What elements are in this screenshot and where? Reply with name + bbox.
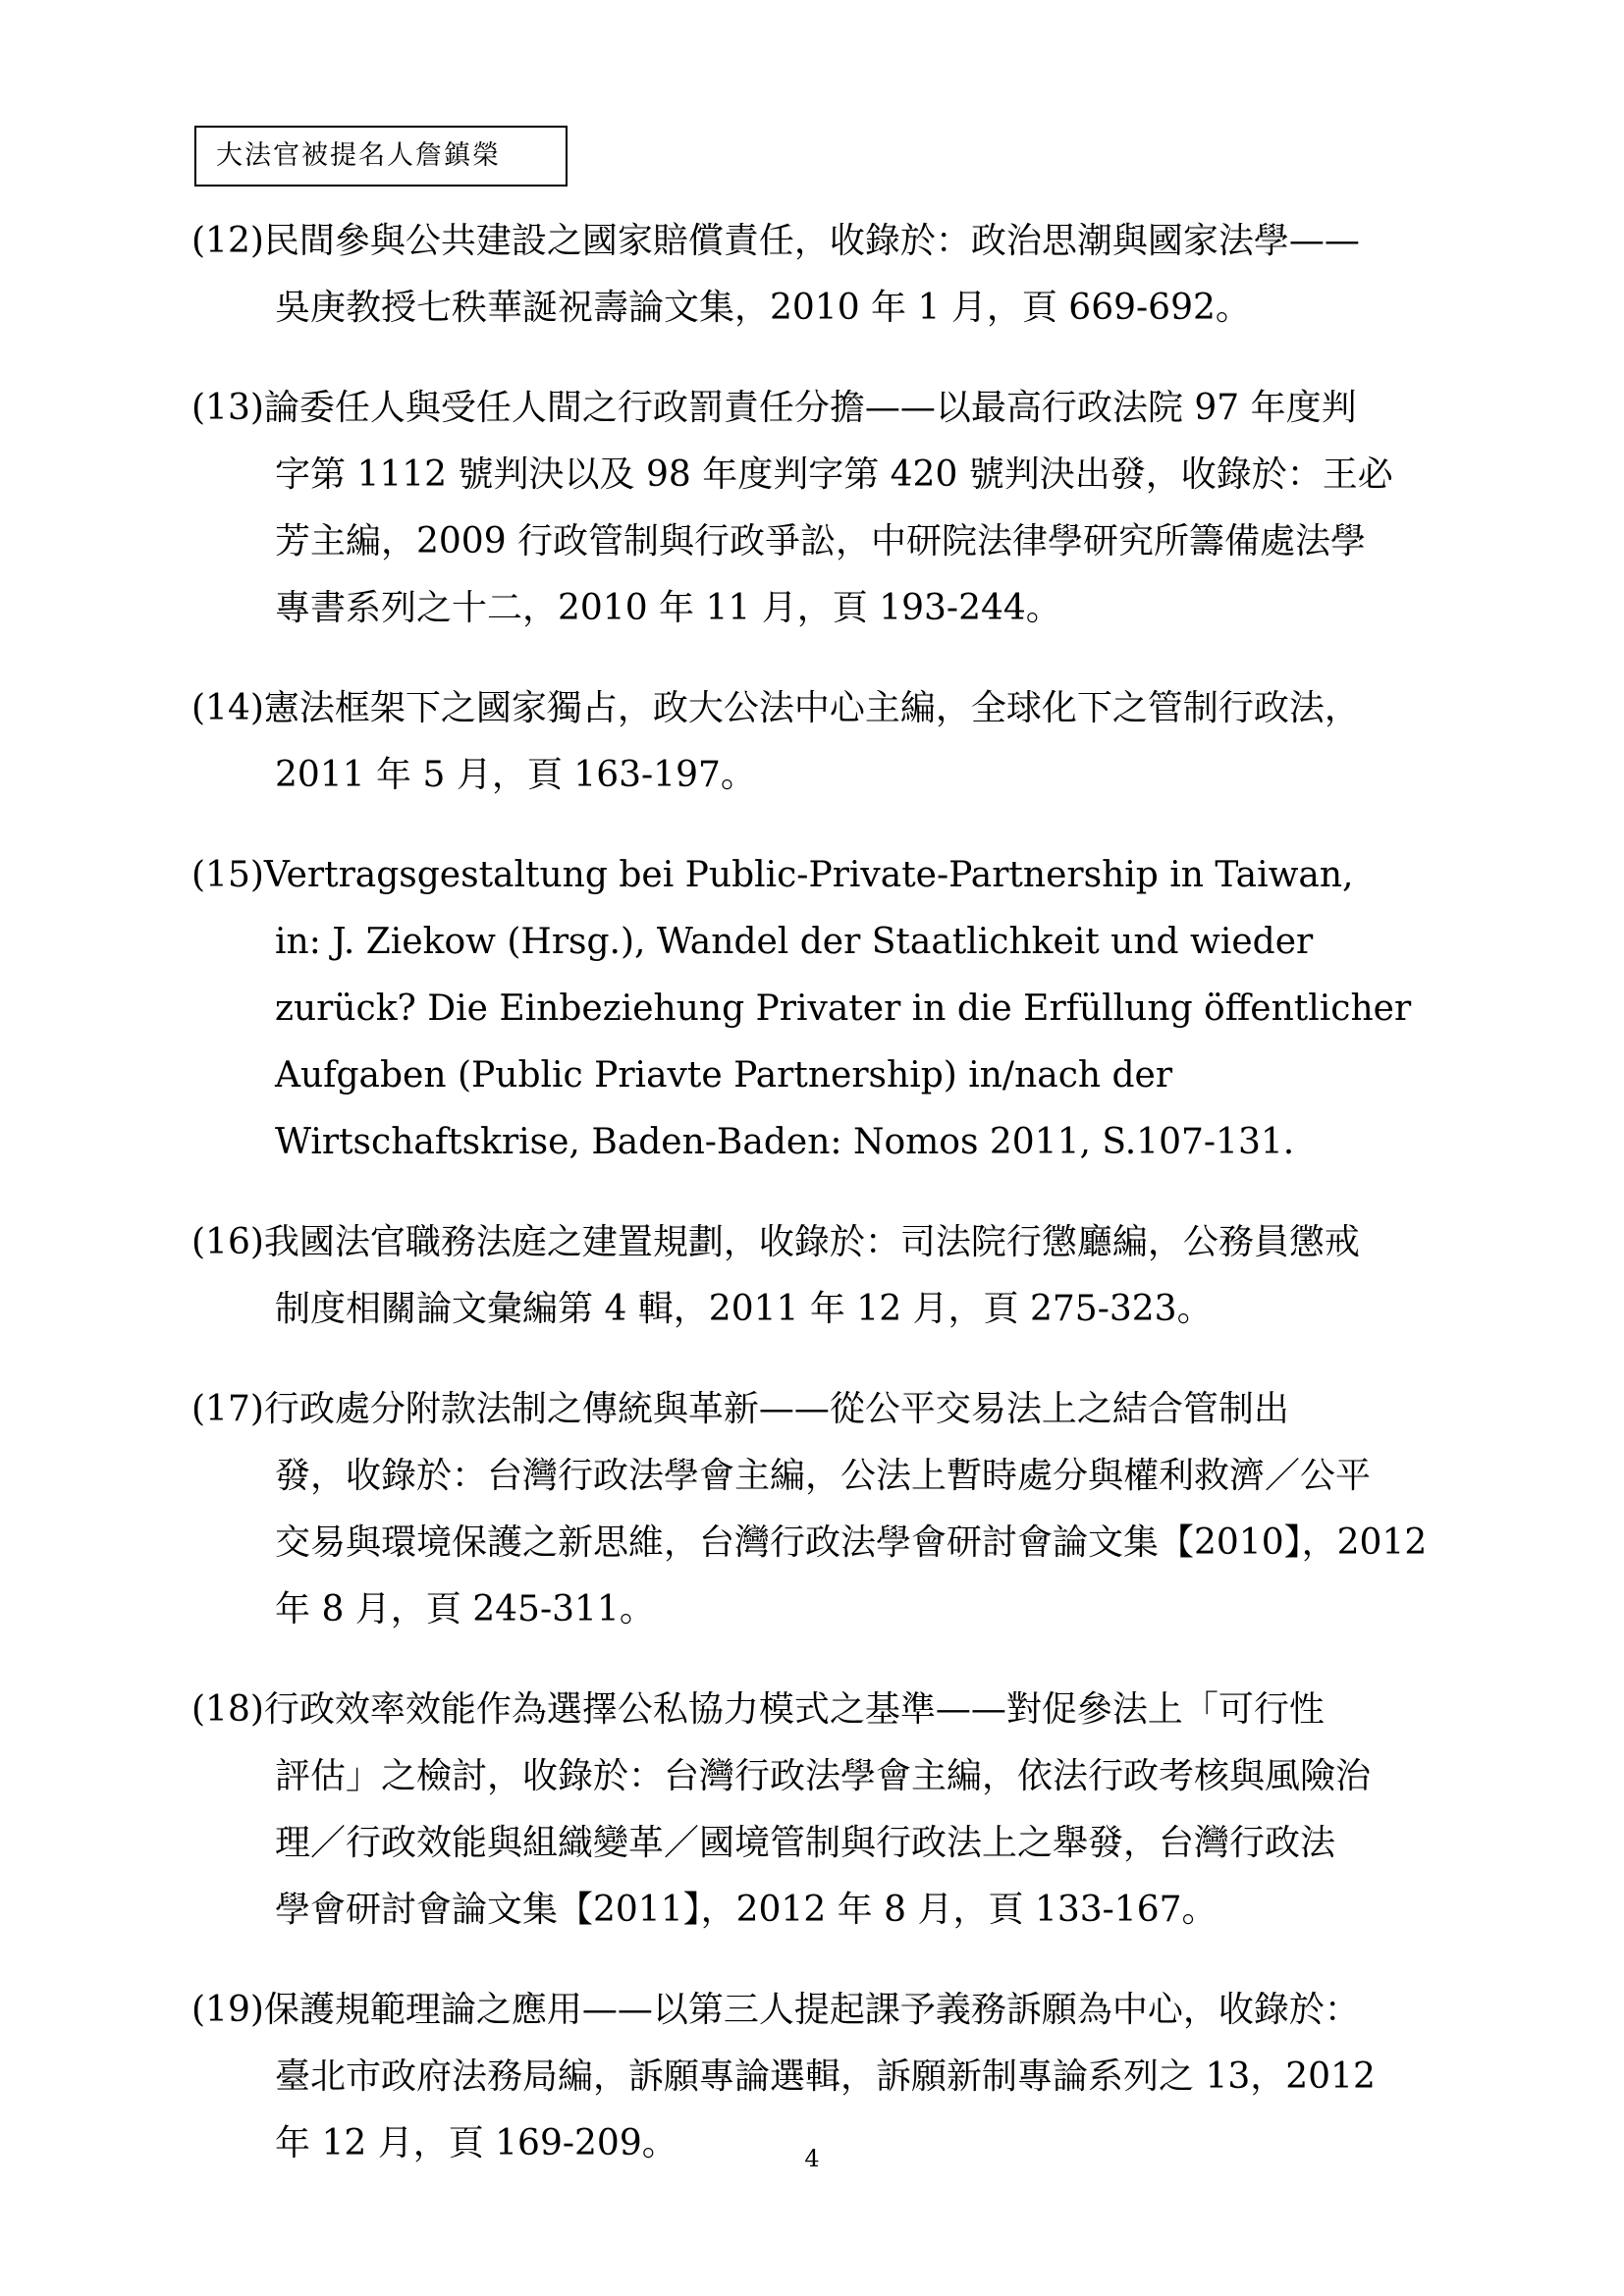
reference-item [191,1209,1443,1343]
reference-line: 專書系列之十二，2010 年 11 月，頁 193-244。 [275,588,1061,628]
reference-item [191,1677,1443,1944]
reference-line: Aufgaben (Public Priavte Partnership) in/nach der [275,1055,1173,1095]
nominee-header-label: 大法官被提名人詹鎮榮 [216,140,501,171]
reference-line: (18)行政效率效能作為選擇公私協力模式之基準——對促參法上「可行性 [191,1689,1325,1730]
reference-item [191,375,1443,642]
reference-line: zurück? Die Einbeziehung Privater in die Erfüllung öffentlicher [275,988,1412,1029]
reference-line: 年 8 月，頁 245-311。 [275,1589,655,1629]
reference-line: (14)憲法框架下之國家獨占，政大公法中心主編，全球化下之管制行政法， [191,688,1360,728]
reference-item [191,1376,1443,1643]
reference-line: 年 12 月，頁 169-209。 [275,2123,677,2163]
reference-line: (16)我國法官職務法庭之建置規劃，收錄於：司法院行懲廳編，公務員懲戒 [191,1222,1360,1262]
reference-line: 臺北市政府法務局編，訴願專論選輯，訴願新制專論系列之 13，2012 [275,2056,1376,2097]
reference-line: (15)Vertragsgestaltung bei Public-Private-Partnership in Taiwan, [191,855,1354,895]
nominee-header-box [194,126,568,187]
reference-line: Wirtschaftskrise, Baden-Baden: Nomos 2011, S.107-131. [275,1122,1295,1162]
reference-line: 學會研討會論文集【2011】，2012 年 8 月，頁 133-167。 [275,1890,1218,1930]
reference-line: 芳主編，2009 行政管制與行政爭訟，中研院法律學研究所籌備處法學 [275,521,1367,561]
reference-line: (12)民間參與公共建設之國家賠償責任，收錄於：政治思潮與國家法學—— [191,221,1360,261]
reference-line: 2011 年 5 月，頁 163-197。 [275,755,756,795]
reference-line: 交易與環境保護之新思維，台灣行政法學會研討會論文集【2010】，2012 [275,1522,1428,1563]
reference-item [191,208,1443,342]
reference-line: (13)論委任人與受任人間之行政罰責任分擔——以最高行政法院 97 年度判 [191,388,1357,428]
reference-line: 理／行政效能與組織變革／國境管制與行政法上之舉發，台灣行政法 [275,1823,1336,1863]
reference-line: 制度相關論文彙編第 4 輯，2011 年 12 月，頁 275-323。 [275,1289,1213,1329]
reference-list [191,208,1443,2211]
page-number: 4 [804,2145,820,2172]
reference-line: in: J. Ziekow (Hrsg.), Wandel der Staatlichkeit und wieder [275,922,1314,962]
reference-line: (19)保護規範理論之應用——以第三人提起課予義務訴願為中心，收錄於： [191,1990,1360,2030]
reference-item [191,675,1443,809]
reference-line: 字第 1112 號判決以及 98 年度判字第 420 號判決出發，收錄於：王必 [275,454,1393,495]
reference-line: 發，收錄於：台灣行政法學會主編，公法上暫時處分與權利救濟／公平 [275,1456,1372,1496]
reference-line: 評估」之檢討，收錄於：台灣行政法學會主編，依法行政考核與風險治 [275,1756,1372,1796]
reference-line: 吳庚教授七秩華誕祝壽論文集，2010 年 1 月，頁 669-692。 [275,288,1251,328]
reference-item [191,842,1443,1176]
reference-line: (17)行政處分附款法制之傳統與革新——從公平交易法上之結合管制出 [191,1389,1289,1429]
